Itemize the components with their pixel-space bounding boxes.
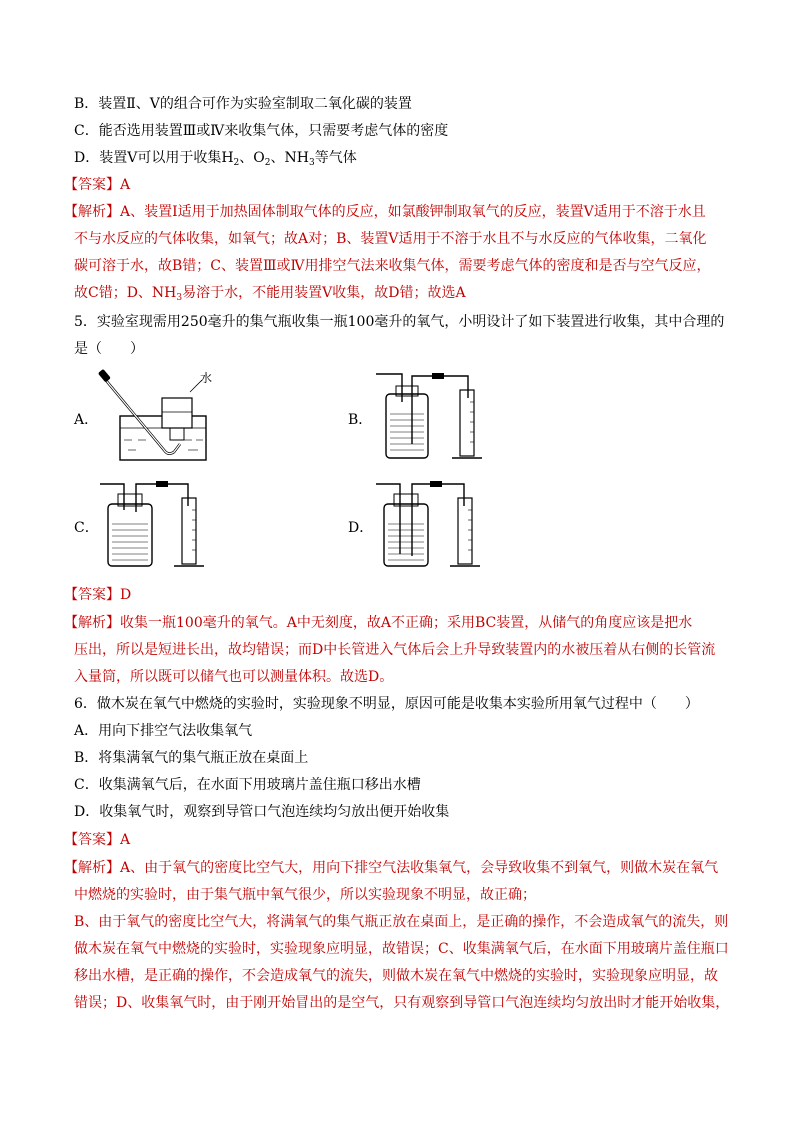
q4-analysis-line-2: 不与水反应的气体收集，如氧气；故A对；B、装置V适用于不溶于水且不与水反应的气体收集，二氧化 <box>74 231 707 247</box>
q6-option-b: B．将集满氧气的集气瓶正放在桌面上 <box>74 750 309 766</box>
q6-analysis-line-6: 错误；D、收集氧气时，由于刚开始冒出的是空气，只有观察到导管口气泡连续均匀放出时才能开始收集， <box>74 995 730 1011</box>
q6-option-d: D．收集氧气时，观察到导管口气泡连续均匀放出便开始收集 <box>74 804 450 820</box>
q4-option-b: B．装置Ⅱ、V的组合可作为实验室制取二氧化碳的装置 <box>74 96 412 112</box>
q5-stem-line-1: 5．实验室现需用250毫升的集气瓶收集一瓶100毫升的氧气，小明设计了如下装置进行收集，其中合理的 <box>74 314 725 330</box>
q6-answer: 【答案】A <box>64 832 131 848</box>
q6-option-a: A．用向下排空气法收集氧气 <box>74 723 253 739</box>
q6-analysis-line-2: 中燃烧的实验时，由于集气瓶中氧气很少，所以实验现象不明显，故正确； <box>74 887 536 903</box>
q5-analysis-line-1: 【解析】收集一瓶100毫升的氧气。A中无刻度，故A不正确；采用BC装置，从储气的角度应该是把水 <box>64 615 693 631</box>
q6-analysis-line-5: 移出水槽，是正确的操作，不会造成氧气的流失，则做木炭在氧气中燃烧的实验时，实验现象应明显，故 <box>74 968 718 984</box>
q5-option-b-label: B． <box>348 412 373 428</box>
q5-answer: 【答案】D <box>64 587 132 603</box>
apparatus-a-figure <box>98 368 218 464</box>
apparatus-d-figure <box>372 476 492 572</box>
q6-analysis-line-4: 做木炭在氧气中燃烧的实验时，实验现象应明显，故错误；C、收集满氧气后，在水面下用玻璃片盖住瓶口 <box>74 941 729 957</box>
q5-analysis-line-3: 入量筒，所以既可以储气也可以测量体积。故选D。 <box>74 669 394 685</box>
q4-answer: 【答案】A <box>64 177 131 193</box>
q6-analysis-line-3: B、由于氧气的密度比空气大，将满氧气的集气瓶正放在桌面上，是正确的操作，不会造成氧气的流失，则 <box>74 914 729 930</box>
q4-option-d: D．装置V可以用于收集$H_2$、$O_2$、$NH_3$等气体 <box>74 150 357 168</box>
q6-option-c: C．收集满氧气后，在水面下用玻璃片盖住瓶口移出水槽 <box>74 777 421 793</box>
q6-stem: 6．做木炭在氧气中燃烧的实验时，实验现象不明显，原因可能是收集本实验所用氧气过程中（ ） <box>74 696 699 712</box>
q6-analysis-line-1: 【解析】A、由于氧气的密度比空气大，用向下排空气法收集氧气，会导致收集不到氧气，则做木炭在氧气 <box>64 860 719 876</box>
q5-option-a-label: A． <box>74 412 99 428</box>
water-label: 水 <box>200 371 213 385</box>
q4-analysis-line-4: 故C错；D、$NH_3$易溶于水，不能用装置V收集，故D错；故选A <box>74 285 466 303</box>
q5-option-d-label: D． <box>348 520 374 536</box>
q4-option-c: C．能否选用装置Ⅲ或Ⅳ来收集气体，只需要考虑气体的密度 <box>74 123 449 139</box>
q5-stem-line-2: 是（ ） <box>74 341 144 357</box>
q5-analysis-line-2: 压出，所以是短进长出，故均错误；而D中长管进入气体后会上升导致装置内的水被压着从右侧的长管流 <box>74 642 716 658</box>
apparatus-b-figure <box>372 368 492 464</box>
q4-analysis-line-3: 碳可溶于水，故B错；C、装置Ⅲ或Ⅳ用排空气法来收集气体，需要考虑气体的密度和是否与空气反应， <box>74 258 711 274</box>
q4-analysis-line-1: 【解析】A、装置I适用于加热固体制取气体的反应，如氯酸钾制取氧气的反应，装置V适用于不溶于水且 <box>64 204 706 220</box>
apparatus-c-figure <box>98 476 218 572</box>
q5-option-c-label: C． <box>74 520 99 536</box>
